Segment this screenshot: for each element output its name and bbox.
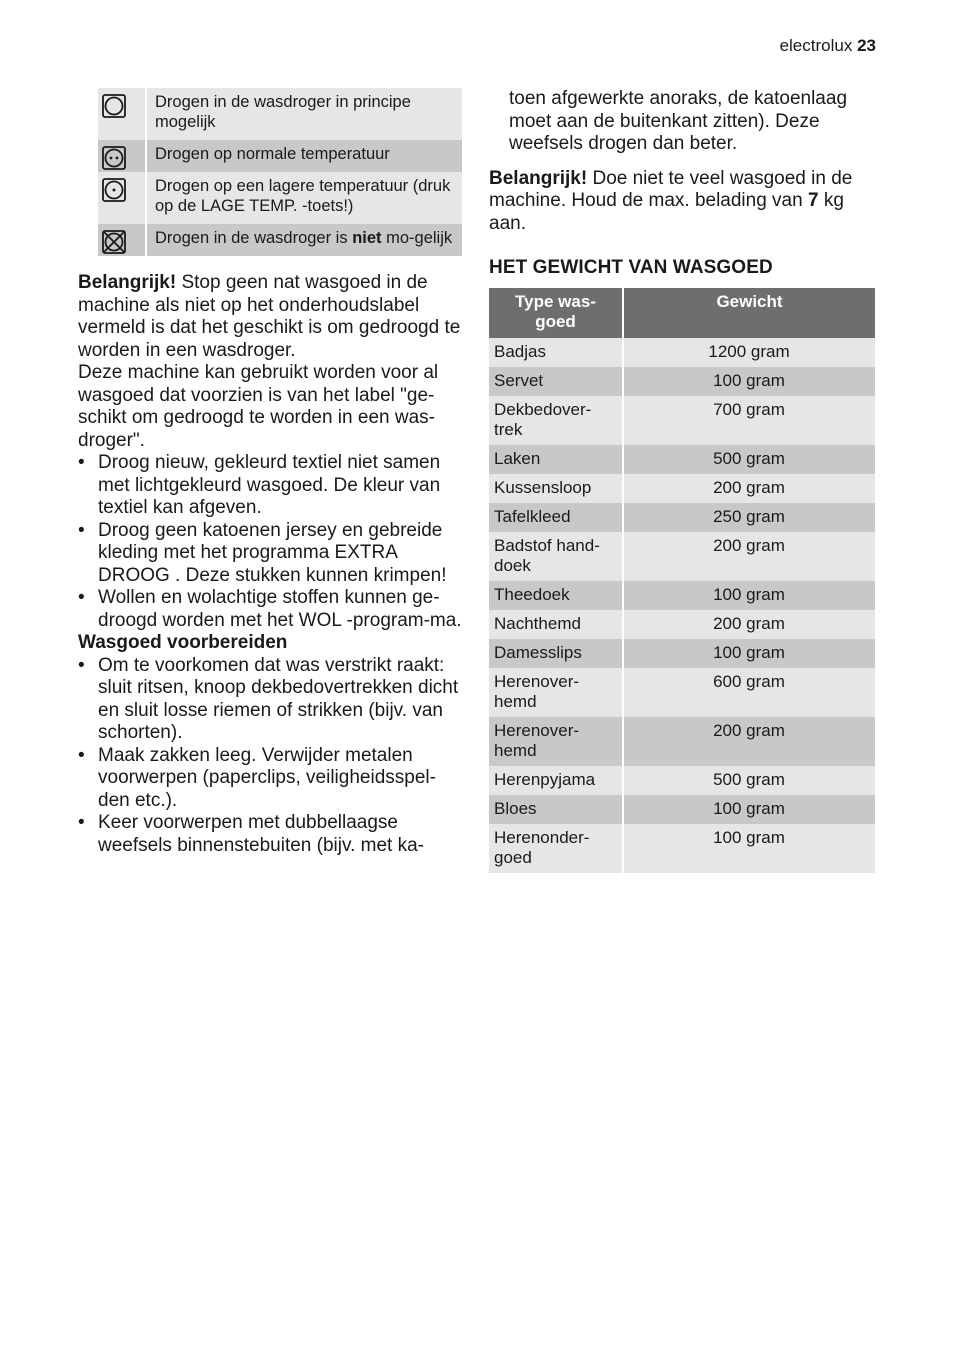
table-row [489, 824, 875, 873]
cell-type: Kussensloop [489, 474, 623, 503]
table-row [489, 610, 875, 639]
cell-type: Theedoek [489, 581, 623, 610]
bullet-list [78, 655, 463, 858]
cell-type: Servet [489, 367, 623, 396]
bullet-list [78, 452, 463, 632]
table-row [489, 639, 875, 668]
cell-weight: 100 gram [623, 824, 875, 873]
paragraph: Deze machine kan gebruikt worden voor al wasgoed dat voorzien is van het label "ge-schikt om gedroogd te worden in een was-droger". [78, 362, 439, 451]
symbol-row [98, 88, 462, 140]
cell-weight: 100 gram [623, 639, 875, 668]
cell-type: Herenonder-goed [489, 824, 623, 873]
subheading: Wasgoed voorbereiden [78, 632, 288, 653]
tumble-dry-low-icon [98, 172, 146, 224]
table-row [489, 668, 875, 717]
symbol-text: Drogen op een lagere temperatuur (druk op de LAGE TEMP. -toets!) [146, 172, 462, 224]
cell-type: Damesslips [489, 639, 623, 668]
table-row [489, 474, 875, 503]
cell-type: Tafelkleed [489, 503, 623, 532]
brand-name: electrolux [779, 36, 853, 55]
cell-weight: 100 gram [623, 795, 875, 824]
tumble-dry-not-allowed-icon [98, 224, 146, 256]
table-row [489, 766, 875, 795]
symbol-row [98, 140, 462, 172]
cell-weight: 250 gram [623, 503, 875, 532]
cell-type: Dekbedover-trek [489, 396, 623, 445]
cell-type: Herenover-hemd [489, 717, 623, 766]
table-row [489, 367, 875, 396]
continued-text: toen afgewerkte anoraks, de katoenlaag moet aan de buitenkant zitten). Deze weefsels drogen dan beter. [509, 88, 848, 154]
table-row [489, 396, 875, 445]
column-header-weight: Gewicht [623, 288, 875, 338]
symbol-text: Drogen op normale temperatuur [146, 140, 462, 172]
list-item: • Droog geen katoenen jersey en gebreide kleding met het programma EXTRA DROOG . Deze stukken kunnen krimpen! [78, 520, 463, 588]
cell-type: Herenpyjama [489, 766, 623, 795]
left-column [78, 88, 463, 857]
list-item: • Om te voorkomen dat was verstrikt raakt: sluit ritsen, knoop dekbedovertrekken dicht en sluit losse riemen of strikken (bijv. van schorten). [78, 655, 463, 745]
table-row [489, 445, 875, 474]
column-header-type: Type was-goed [489, 288, 623, 338]
tumble-dry-normal-icon [98, 140, 146, 172]
cell-type: Badjas [489, 338, 623, 367]
important-note: Belangrijk! Stop geen nat wasgoed in de machine als niet op het onderhoudslabel vermeld is dat het geschikt is om gedroogd te worden in een wasdroger. [78, 272, 461, 361]
important-note: Belangrijk! Doe niet te veel wasgoed in de machine. Houd de max. belading van 7 kg aan. [489, 167, 853, 234]
table-row [489, 338, 875, 367]
cell-weight: 700 gram [623, 396, 875, 445]
cell-weight: 100 gram [623, 367, 875, 396]
page-number: 23 [857, 36, 876, 55]
table-row [489, 581, 875, 610]
cell-weight: 1200 gram [623, 338, 875, 367]
cell-weight: 500 gram [623, 445, 875, 474]
cell-weight: 200 gram [623, 610, 875, 639]
cell-weight: 200 gram [623, 532, 875, 581]
cell-weight: 200 gram [623, 717, 875, 766]
tumble-dry-allowed-icon [98, 88, 146, 140]
cell-weight: 600 gram [623, 668, 875, 717]
cell-type: Badstof hand-doek [489, 532, 623, 581]
page-header [780, 36, 876, 56]
table-row [489, 532, 875, 581]
cell-weight: 500 gram [623, 766, 875, 795]
cell-weight: 200 gram [623, 474, 875, 503]
list-item: • Maak zakken leeg. Verwijder metalen voorwerpen (paperclips, veiligheidsspel-den etc.). [78, 745, 463, 813]
cell-type: Herenover-hemd [489, 668, 623, 717]
cell-type: Laken [489, 445, 623, 474]
cell-weight: 100 gram [623, 581, 875, 610]
cell-type: Bloes [489, 795, 623, 824]
list-item: • Keer voorwerpen met dubbellaagse weefsels binnenstebuiten (bijv. met ka- [78, 812, 463, 857]
right-column [489, 88, 875, 873]
section-title: HET GEWICHT VAN WASGOED [489, 257, 773, 278]
table-row [489, 717, 875, 766]
weight-table [489, 288, 875, 873]
symbol-text: Drogen in de wasdroger in principe mogelijk [146, 88, 462, 140]
table-header-row [489, 288, 875, 338]
table-row [489, 503, 875, 532]
list-item: • Wollen en wolachtige stoffen kunnen ge-droogd worden met het WOL -program-ma. [78, 587, 463, 632]
symbol-text: Drogen in de wasdroger is niet mo-gelijk [146, 224, 462, 256]
drying-symbols-table [98, 88, 462, 256]
weight-table-body [489, 338, 875, 873]
symbol-row [98, 172, 462, 224]
symbol-row [98, 224, 462, 256]
cell-type: Nachthemd [489, 610, 623, 639]
table-row [489, 795, 875, 824]
list-item: • Droog nieuw, gekleurd textiel niet samen met lichtgekleurd wasgoed. De kleur van textiel kan afgeven. [78, 452, 463, 520]
